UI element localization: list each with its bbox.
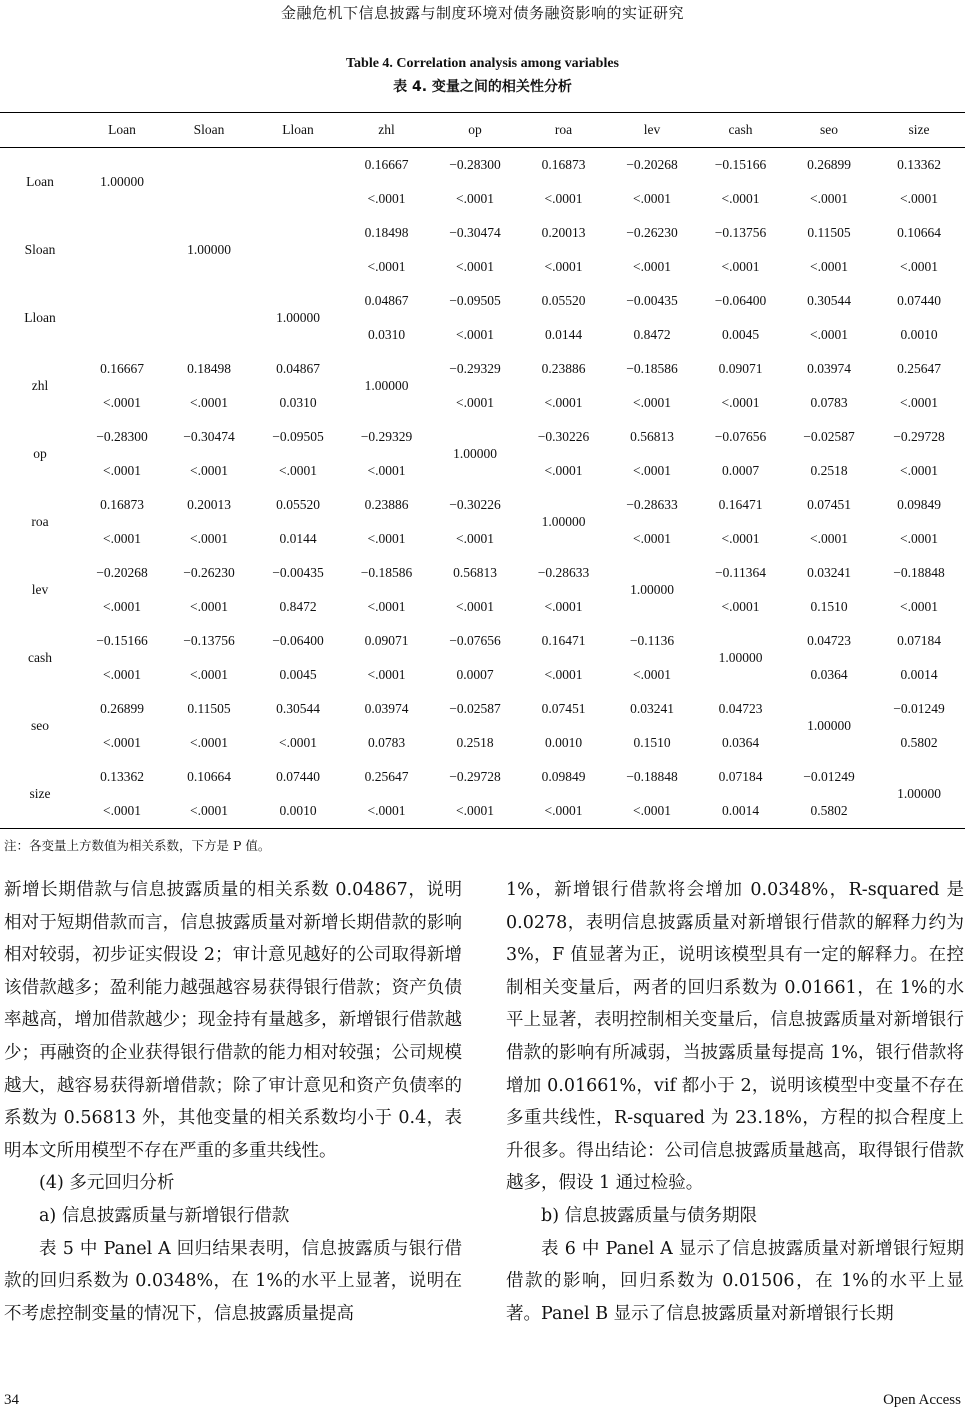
column-header: cash <box>696 113 785 148</box>
pvalue-cell: <.0001 <box>721 395 760 410</box>
pvalue-cell: <.0001 <box>544 463 583 478</box>
left-column <box>4 874 462 1330</box>
pvalue-cell: <.0001 <box>721 259 760 274</box>
coef-cell: 0.09849 <box>897 497 941 512</box>
coef-cell: 0.11505 <box>187 701 231 716</box>
pvalue-cell: <.0001 <box>721 599 760 614</box>
coef-cell: 0.07184 <box>718 769 763 784</box>
section-heading: (4) 多元回归分析 <box>39 1173 175 1194</box>
pvalue-cell: <.0001 <box>544 667 583 682</box>
coef-cell: 0.18498 <box>187 361 231 376</box>
empty-cell <box>80 250 164 284</box>
page-number: 34 <box>4 1392 19 1408</box>
pvalue-cell: <.0001 <box>103 531 141 546</box>
coef-cell: 0.07451 <box>807 497 851 512</box>
coef-cell: 0.16667 <box>100 361 144 376</box>
pvalue-cell: <.0001 <box>544 191 583 206</box>
pvalue-cell: 0.0783 <box>810 395 848 410</box>
coef-cell: −0.07656 <box>449 633 501 648</box>
column-header: op <box>431 113 519 148</box>
empty-cell <box>164 318 254 352</box>
table-row <box>0 624 965 658</box>
pvalue-cell: <.0001 <box>367 667 406 682</box>
coef-cell: 0.25647 <box>897 361 941 376</box>
coef-cell: −0.15166 <box>714 157 767 172</box>
pvalue-cell: <.0001 <box>456 327 494 342</box>
coef-cell: 0.13362 <box>100 769 144 784</box>
pvalue-cell: 0.0014 <box>900 667 938 682</box>
pvalue-cell: <.0001 <box>633 395 671 410</box>
row-label: cash <box>28 650 52 665</box>
column-header: roa <box>519 113 608 148</box>
pvalue-cell: <.0001 <box>633 531 671 546</box>
coef-cell: −0.01249 <box>803 769 855 784</box>
coef-cell: −0.28633 <box>537 565 590 580</box>
coef-cell: −0.28300 <box>449 157 501 172</box>
pvalue-cell: 0.0007 <box>721 463 760 478</box>
pvalue-cell: <.0001 <box>367 531 406 546</box>
pvalue-cell: <.0001 <box>900 395 938 410</box>
pvalue-cell: <.0001 <box>900 599 938 614</box>
journal-label: Open Access <box>883 1392 961 1408</box>
pvalue-cell: 0.5802 <box>900 735 938 750</box>
empty-cell <box>80 284 164 318</box>
coef-cell: 0.56813 <box>453 565 497 580</box>
pvalue-cell: <.0001 <box>608 794 696 829</box>
pvalue-cell: <.0001 <box>190 735 228 750</box>
empty-cell <box>254 182 342 216</box>
pvalue-cell: <.0001 <box>367 463 406 478</box>
pvalue-cell: 0.1510 <box>633 735 671 750</box>
pvalue-cell: <.0001 <box>544 395 583 410</box>
diagonal-cell: 1.00000 <box>100 174 144 189</box>
coef-cell: 0.16667 <box>364 157 409 172</box>
pvalue-cell: <.0001 <box>456 259 494 274</box>
body-paragraph: 表 6 中 Panel A 显示了信息披露质量对新增银行短期借款的影响，回归系数为 0.01506，在 1%的水平上显著。Panel B 显示了信息披露质量对新增银行长期 <box>506 1238 964 1324</box>
coef-cell: −0.09505 <box>449 293 501 308</box>
row-label: seo <box>31 718 49 733</box>
coef-cell: −0.28633 <box>626 497 678 512</box>
coef-cell: 0.05520 <box>276 497 320 512</box>
coef-cell: −0.29728 <box>893 429 945 444</box>
section-heading: a) 信息披露质量与新增银行借款 <box>39 1205 290 1226</box>
pvalue-cell: <.0001 <box>721 531 760 546</box>
diagonal-cell: 1.00000 <box>807 718 851 733</box>
diagonal-cell: 1.00000 <box>364 378 409 393</box>
coef-cell: −0.20268 <box>96 565 148 580</box>
table-row <box>0 250 965 284</box>
table-row <box>0 794 965 829</box>
empty-cell <box>164 182 254 216</box>
column-header: Sloan <box>164 113 254 148</box>
coef-cell: −0.18848 <box>893 565 945 580</box>
table-row <box>0 284 965 318</box>
pvalue-cell: 0.0010 <box>254 794 342 829</box>
coef-cell: 0.04867 <box>364 293 409 308</box>
table-row <box>0 522 965 556</box>
coef-cell: 0.10664 <box>187 769 231 784</box>
pvalue-cell: 0.0144 <box>279 531 317 546</box>
correlation-table <box>0 112 965 829</box>
row-label: size <box>0 760 80 829</box>
right-column <box>506 874 964 1330</box>
column-header: seo <box>785 113 873 148</box>
pvalue-cell: <.0001 <box>367 259 406 274</box>
coef-cell: 0.09071 <box>364 633 409 648</box>
coef-cell: −0.15166 <box>96 633 148 648</box>
coef-cell: −0.29728 <box>449 769 501 784</box>
pvalue-cell: <.0001 <box>456 191 494 206</box>
coef-cell: 0.07440 <box>276 769 320 784</box>
coef-cell: 0.11505 <box>807 225 851 240</box>
coef-cell: 0.13362 <box>897 157 941 172</box>
pvalue-cell: <.0001 <box>190 463 228 478</box>
table-row <box>0 216 965 250</box>
empty-cell <box>80 318 164 352</box>
row-label: op <box>33 446 47 461</box>
pvalue-cell: <.0001 <box>721 191 760 206</box>
pvalue-cell: 0.0144 <box>544 327 583 342</box>
row-label: Lloan <box>24 310 56 325</box>
coef-cell: 0.30544 <box>276 701 320 716</box>
coef-cell: 0.03241 <box>630 701 674 716</box>
pvalue-cell: 0.0010 <box>900 327 938 342</box>
row-label: Loan <box>26 174 54 189</box>
table-row <box>0 386 965 420</box>
pvalue-cell: <.0001 <box>456 599 494 614</box>
diagonal-cell: 1.00000 <box>187 242 231 257</box>
pvalue-cell: <.0001 <box>900 259 938 274</box>
pvalue-cell: <.0001 <box>456 395 494 410</box>
coef-cell: −0.1136 <box>629 633 675 648</box>
empty-cell <box>164 284 254 318</box>
coef-cell: −0.11364 <box>715 565 766 580</box>
table-body <box>0 148 965 829</box>
pvalue-cell: <.0001 <box>810 259 848 274</box>
body-paragraph: 1%，新增银行借款将会增加 0.0348%，R-squared 是 0.0278，表明信息披露质量对新增银行借款的解释力约为 3%，F 值显著为正，说明该模型具有一定的解释力。在控制相关变量后，两者的回归系数为 0.01661，在 1%的水平上显著，表明控制相关变量后，信息披露质量对新增银行借款的影响有所减弱，当披露质量每提高 1%，银行借款将增加 0.01661%，vif 都小于 2，说明该模型中变量不存在多重共线性，R-squared 为 23.18%，方程的拟合程度上升很多。得出结论：公司信息披露质量越高，取得银行借款越多，假设 1 通过检验。 <box>506 880 964 1194</box>
coef-cell: 0.56813 <box>630 429 674 444</box>
coef-cell: 0.20013 <box>541 225 586 240</box>
row-label: zhl <box>31 378 49 393</box>
coef-cell: −0.09505 <box>272 429 324 444</box>
empty-cell <box>254 216 342 250</box>
pvalue-cell: <.0001 <box>103 667 141 682</box>
pvalue-cell: <.0001 <box>103 395 141 410</box>
coef-cell: −0.18586 <box>626 361 678 376</box>
table-row <box>0 590 965 624</box>
pvalue-cell: 0.0010 <box>544 735 583 750</box>
column-header: Loan <box>80 113 164 148</box>
table-row <box>0 692 965 726</box>
pvalue-cell: <.0001 <box>190 531 228 546</box>
column-header: zhl <box>342 113 431 148</box>
coef-cell: −0.13756 <box>714 225 767 240</box>
coef-cell: 0.03974 <box>364 701 409 716</box>
diagonal-cell: 1.00000 <box>453 446 497 461</box>
pvalue-cell: <.0001 <box>367 599 406 614</box>
pvalue-cell: <.0001 <box>519 794 608 829</box>
table-row <box>0 488 965 522</box>
coef-cell: −0.30474 <box>183 429 235 444</box>
coef-cell: 0.09071 <box>718 361 763 376</box>
table-row <box>0 148 965 183</box>
pvalue-cell: <.0001 <box>633 191 671 206</box>
pvalue-cell: <.0001 <box>103 463 141 478</box>
coef-cell: 0.26899 <box>100 701 144 716</box>
table-row <box>0 556 965 590</box>
pvalue-cell: <.0001 <box>164 794 254 829</box>
pvalue-cell: 0.0045 <box>721 327 760 342</box>
pvalue-cell: 0.8472 <box>633 327 671 342</box>
table-row <box>0 352 965 386</box>
pvalue-cell: 0.0783 <box>367 735 406 750</box>
row-label: Sloan <box>24 242 56 257</box>
coef-cell: −0.30474 <box>449 225 501 240</box>
pvalue-cell: <.0001 <box>633 667 671 682</box>
body-paragraph: 表 5 中 Panel A 回归结果表明，信息披露质与银行借款的回归系数为 0.0348%，在 1%的水平上显著，说明在不考虑控制变量的情况下，信息披露质量提高 <box>4 1238 462 1324</box>
pvalue-cell: <.0001 <box>810 531 848 546</box>
empty-cell <box>254 250 342 284</box>
table-header-row <box>0 113 965 148</box>
coef-cell: −0.07656 <box>714 429 767 444</box>
diagonal-cell: 1.00000 <box>541 514 586 529</box>
pvalue-cell: <.0001 <box>190 599 228 614</box>
coef-cell: 0.23886 <box>364 497 409 512</box>
coef-cell: −0.26230 <box>183 565 235 580</box>
diagonal-cell: 1.00000 <box>873 760 965 829</box>
pvalue-cell: 0.0045 <box>279 667 317 682</box>
coef-cell: −0.00435 <box>272 565 324 580</box>
row-label: lev <box>31 582 49 597</box>
coef-cell: 0.16873 <box>100 497 144 512</box>
coef-cell: −0.20268 <box>626 157 678 172</box>
row-label: roa <box>31 514 49 529</box>
pvalue-cell: <.0001 <box>810 191 848 206</box>
pvalue-cell: 0.8472 <box>279 599 317 614</box>
pvalue-cell: <.0001 <box>279 463 317 478</box>
coef-cell: 0.04867 <box>276 361 320 376</box>
coef-cell: −0.30226 <box>537 429 590 444</box>
coef-cell: 0.10664 <box>897 225 941 240</box>
coef-cell: −0.29329 <box>360 429 413 444</box>
coef-cell: 0.09849 <box>541 769 586 784</box>
column-header: Lloan <box>254 113 342 148</box>
coef-cell: −0.02587 <box>803 429 855 444</box>
pvalue-cell: 0.0364 <box>810 667 848 682</box>
coef-cell: 0.07440 <box>897 293 941 308</box>
pvalue-cell: <.0001 <box>367 191 406 206</box>
pvalue-cell: <.0001 <box>633 259 671 274</box>
table-row <box>0 318 965 352</box>
empty-cell <box>80 216 164 250</box>
pvalue-cell: 0.2518 <box>456 735 494 750</box>
pvalue-cell: 0.1510 <box>810 599 848 614</box>
coef-cell: −0.26230 <box>626 225 678 240</box>
pvalue-cell: <.0001 <box>190 395 228 410</box>
coef-cell: −0.02587 <box>449 701 501 716</box>
pvalue-cell: <.0001 <box>103 599 141 614</box>
coef-cell: 0.03974 <box>807 361 851 376</box>
table-note: 注：各变量上方数值为相关系数，下方是 P 值。 <box>4 838 271 853</box>
coef-cell: 0.07451 <box>541 701 586 716</box>
diagonal-cell: 1.00000 <box>718 650 763 665</box>
table-row <box>0 760 965 794</box>
pvalue-cell: <.0001 <box>633 463 671 478</box>
pvalue-cell: <.0001 <box>103 735 141 750</box>
coef-cell: −0.18848 <box>626 769 678 784</box>
coef-cell: 0.25647 <box>364 769 409 784</box>
coef-cell: −0.29329 <box>449 361 501 376</box>
coef-cell: 0.20013 <box>187 497 231 512</box>
coef-cell: 0.04723 <box>718 701 763 716</box>
coef-cell: −0.18586 <box>360 565 413 580</box>
coef-cell: 0.26899 <box>807 157 851 172</box>
coef-cell: −0.00435 <box>626 293 678 308</box>
coef-cell: −0.30226 <box>449 497 501 512</box>
table-row <box>0 420 965 454</box>
pvalue-cell: <.0001 <box>544 259 583 274</box>
coef-cell: 0.03241 <box>807 565 851 580</box>
diagonal-cell: 1.00000 <box>276 310 320 325</box>
pvalue-cell: 0.0310 <box>367 327 406 342</box>
coef-cell: 0.16873 <box>541 157 586 172</box>
pvalue-cell: 0.0014 <box>696 794 785 829</box>
coef-cell: −0.06400 <box>272 633 324 648</box>
coef-cell: 0.23886 <box>541 361 586 376</box>
coef-cell: −0.01249 <box>893 701 945 716</box>
coef-cell: −0.13756 <box>183 633 235 648</box>
coef-cell: 0.05520 <box>541 293 586 308</box>
table-caption-en: Table 4. Correlation analysis among variables <box>345 56 620 71</box>
coef-cell: 0.18498 <box>364 225 409 240</box>
coef-cell: 0.30544 <box>807 293 851 308</box>
coef-cell: 0.04723 <box>807 633 851 648</box>
table-row <box>0 658 965 692</box>
pvalue-cell: 0.0007 <box>456 667 494 682</box>
coef-cell: 0.16471 <box>541 633 586 648</box>
pvalue-cell: <.0001 <box>900 463 938 478</box>
pvalue-cell: <.0001 <box>900 531 938 546</box>
running-header: 金融危机下信息披露与制度环境对债务融资影响的实证研究 <box>280 4 684 22</box>
pvalue-cell: 0.5802 <box>785 794 873 829</box>
pvalue-cell: <.0001 <box>431 794 519 829</box>
pvalue-cell: <.0001 <box>544 599 583 614</box>
section-heading: b) 信息披露质量与债务期限 <box>541 1205 758 1226</box>
body-paragraph: 新增长期借款与信息披露质量的相关系数 0.04867，说明相对于短期借款而言，信息披露质量对新增长期借款的影响相对较弱，初步证实假设 2；审计意见越好的公司取得新增该借款越多；盈利能力越强越容易获得银行借款；资产负债率越高，增加借款越少；现金持有量越多，新增银行借款越少；再融资的企业获得银行借款的能力相对较强；公司规模越大，越容易获得新增借款；除了审计意见和资产负债率的系数为 0.56813 外，其他变量的相关系数均小于 0.4，表明本文所用模型不存在严重的多重共线性。 <box>4 880 462 1161</box>
coef-cell: −0.06400 <box>714 293 767 308</box>
coef-cell: −0.28300 <box>96 429 148 444</box>
pvalue-cell: <.0001 <box>900 191 938 206</box>
empty-cell <box>254 148 342 183</box>
pvalue-cell: <.0001 <box>279 735 317 750</box>
column-header: size <box>873 113 965 148</box>
coef-cell: 0.16471 <box>718 497 763 512</box>
column-header: lev <box>608 113 696 148</box>
diagonal-cell: 1.00000 <box>630 582 674 597</box>
pvalue-cell: <.0001 <box>80 794 164 829</box>
pvalue-cell: <.0001 <box>190 667 228 682</box>
table-caption-zh: 表 4. 变量之间的相关性分析 <box>393 79 572 95</box>
coef-cell: 0.07184 <box>897 633 941 648</box>
pvalue-cell: 0.2518 <box>810 463 848 478</box>
pvalue-cell: 0.0364 <box>721 735 760 750</box>
empty-cell <box>164 148 254 183</box>
pvalue-cell: <.0001 <box>342 794 431 829</box>
pvalue-cell: 0.0310 <box>279 395 317 410</box>
pvalue-cell: <.0001 <box>456 531 494 546</box>
pvalue-cell: <.0001 <box>810 327 848 342</box>
header-corner <box>0 113 80 148</box>
